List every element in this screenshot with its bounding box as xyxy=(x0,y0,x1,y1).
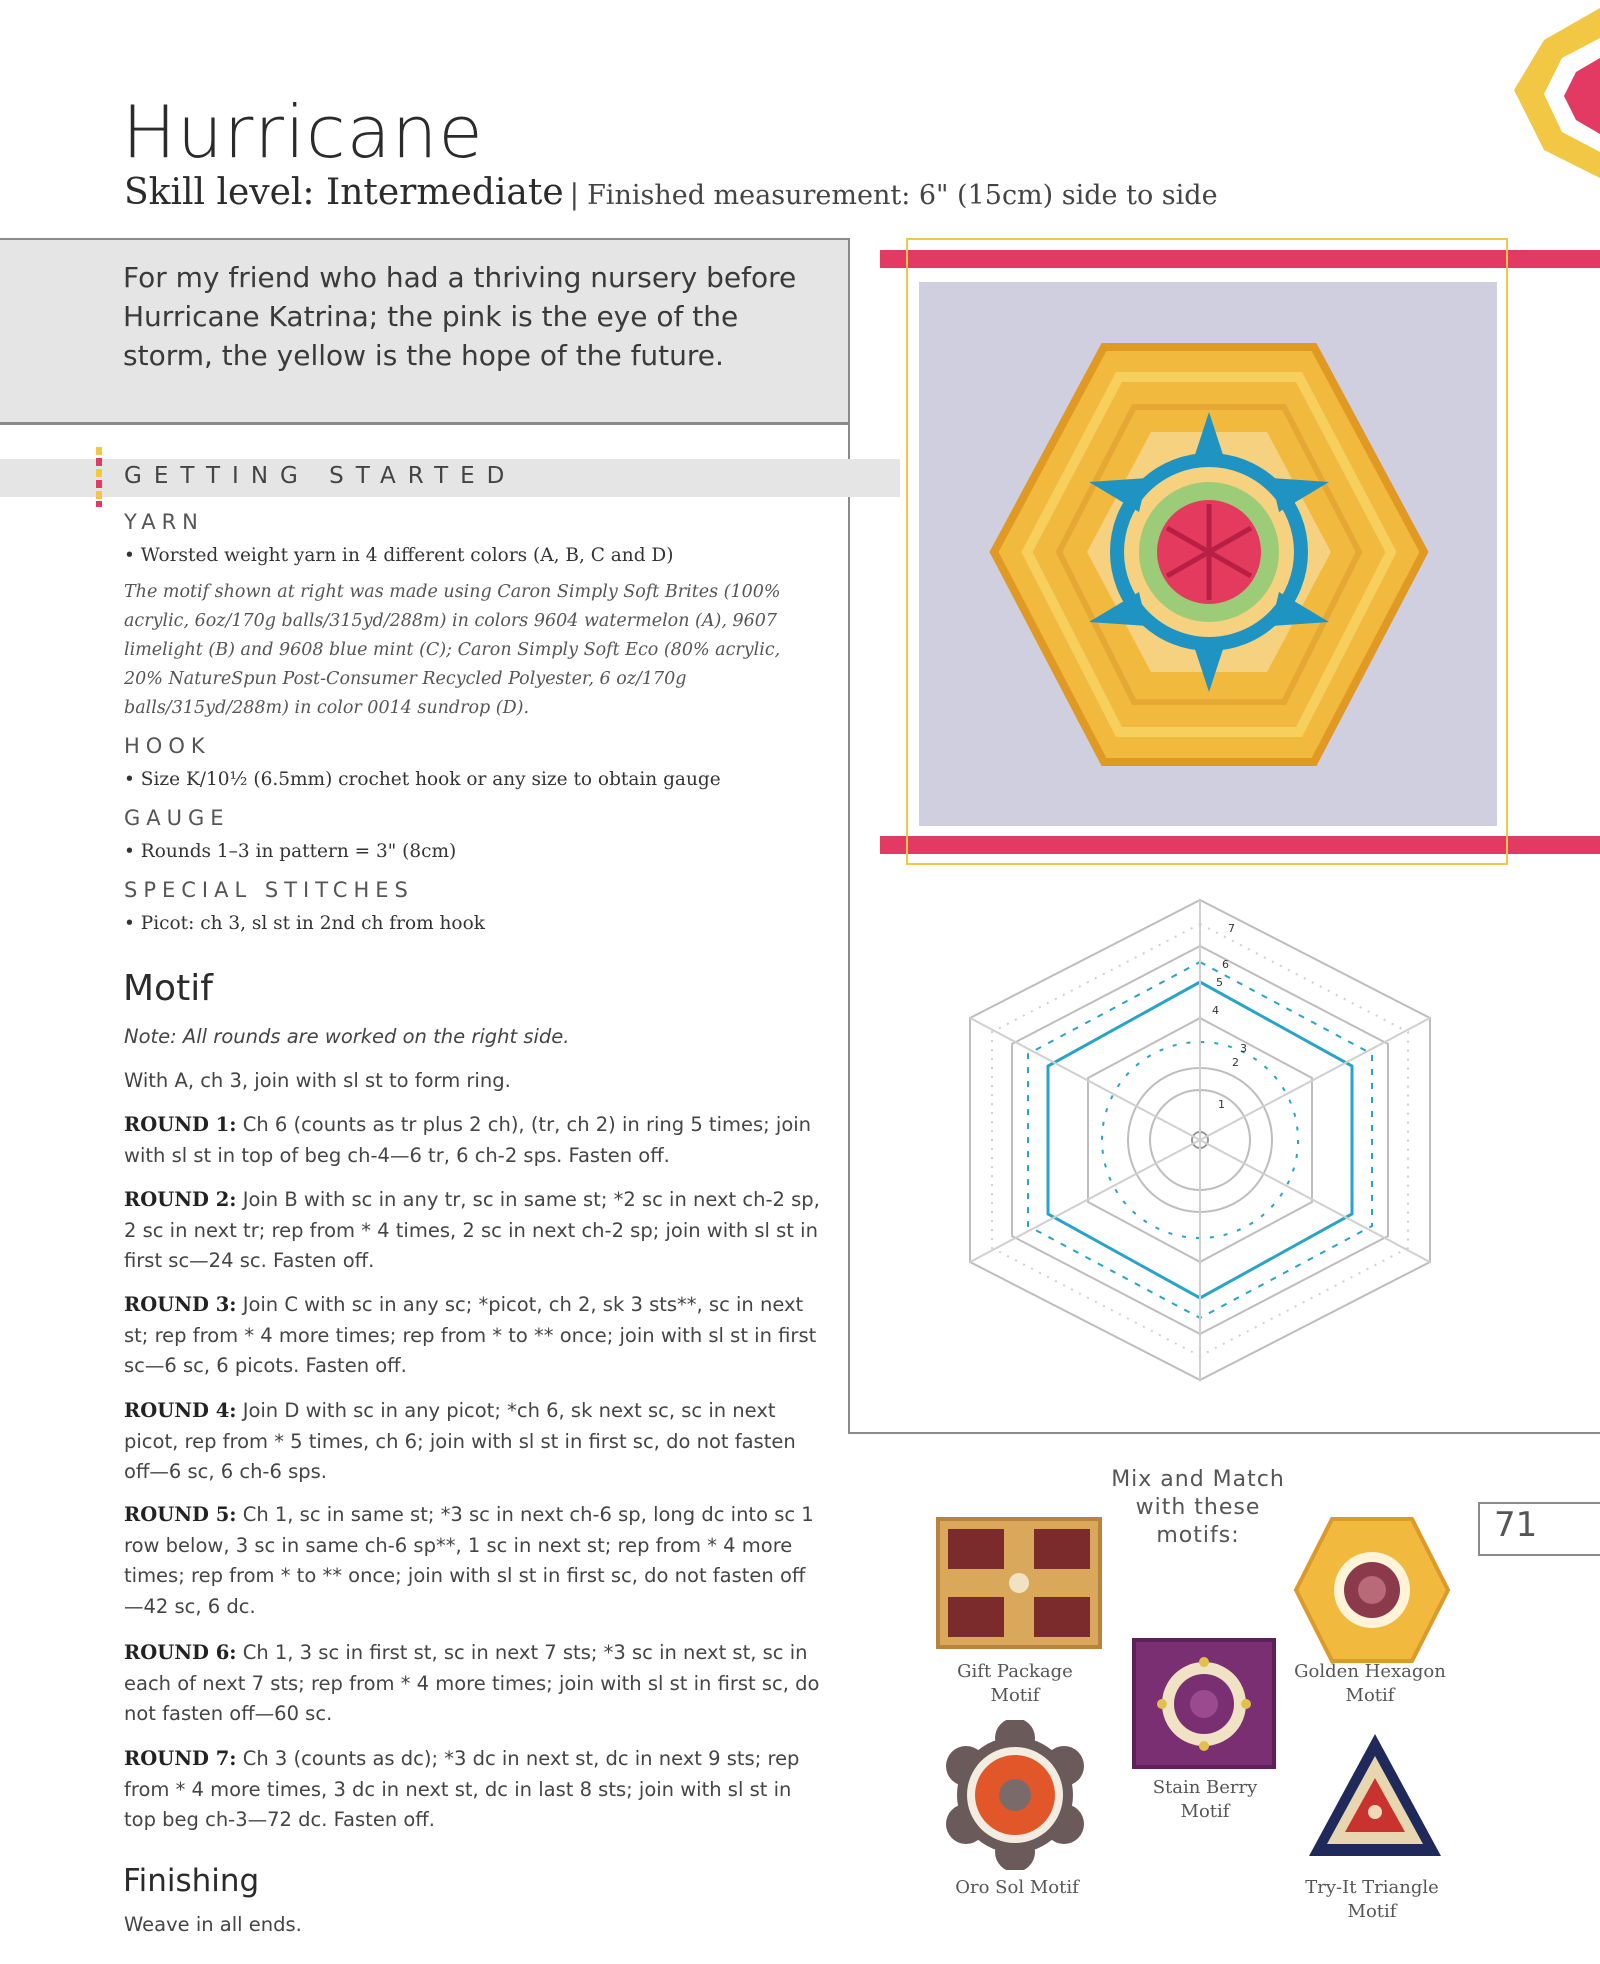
round-6: ROUND 6: Ch 1, 3 sc in first st, sc in next 7 sts; *3 sc in next st, sc in each of next 7 sts; rep from * 4 more times; join with sl st in first sc, do not fasten off—60 sc. xyxy=(124,1641,820,1725)
round-5: ROUND 5: Ch 1, sc in same st; *3 sc in next ch-6 sp, long dc into sc 1 row below, 3 sc in same ch-6 sp**, 1 sc in next st; rep from * 4 more times; rep from * to ** once; join with sl st in first sc, do not fasten off—42 sc, 6 dc. xyxy=(124,1503,814,1618)
round-1: ROUND 1: Ch 6 (counts as tr plus 2 ch), (tr, ch 2) in ring 5 times; join with sl st in top of beg ch-4—6 tr, 6 ch-2 sps. Fasten off. xyxy=(124,1113,812,1167)
mix-match-title: Mix and Match with these motifs: xyxy=(1111,1467,1285,1548)
hook-bullet: • Size K/10½ (6.5mm) crochet hook or any size to obtain gauge xyxy=(124,769,721,790)
round-number-2: 2 xyxy=(1232,1056,1239,1069)
photo-frame xyxy=(906,238,1508,865)
subtitle xyxy=(124,172,1218,213)
finished-measurement: Finished measurement: 6" (15cm) side to side xyxy=(587,180,1218,211)
try-it-triangle-motif-image xyxy=(1305,1730,1445,1860)
oro-sol-label: Oro Sol Motif xyxy=(955,1877,1079,1898)
gauge-bullet: • Rounds 1–3 in pattern = 3" (8cm) xyxy=(124,841,457,862)
round-2: ROUND 2: Join B with sc in any tr, sc in same st; *2 sc in next ch-2 sp, 2 sc in next tr; rep from * 4 times, 2 sc in next ch-2 sp; join with sl st in first sc—24 sc. Fasten off. xyxy=(124,1188,820,1272)
round-number-3: 3 xyxy=(1240,1042,1247,1055)
motif-heading: Motif xyxy=(123,968,213,1009)
special-stitches-heading: SPECIAL STITCHES xyxy=(124,878,414,902)
yarn-note: The motif shown at right was made using Caron Simply Soft Brites (100% acrylic, 6oz/170g balls/315yd/288m) in colors 9604 watermelon (A), 9607 limelight (B) and 9608 blue mint (C); Caron Simply Soft Eco (80% acrylic, 20% NatureSpun Post-Consumer Recycled Polyester, 6 oz/170g balls/315yd/288m) in color 0014 sundrop (D). xyxy=(124,582,781,718)
getting-started-heading: GETTING STARTED xyxy=(124,463,517,489)
round-number-1: 1 xyxy=(1218,1098,1225,1111)
golden-hexagon-motif-image xyxy=(1292,1515,1452,1665)
stain-berry-label: Stain Berry Motif xyxy=(1152,1777,1258,1822)
round-number-5: 5 xyxy=(1216,976,1223,989)
yarn-heading: YARN xyxy=(124,510,204,534)
finishing-heading: Finishing xyxy=(123,1863,260,1899)
finishing-text: Weave in all ends. xyxy=(124,1913,302,1936)
frame-divider-vertical xyxy=(848,422,850,1434)
golden-hexagon-label: Golden Hexagon Motif xyxy=(1294,1661,1446,1706)
frame-divider-horizontal xyxy=(848,1432,1600,1434)
gift-package-label: Gift Package Motif xyxy=(957,1661,1073,1706)
oro-sol-motif-image xyxy=(940,1720,1090,1870)
motif-start: With A, ch 3, join with sl st to form ring. xyxy=(124,1069,511,1092)
intro-text: For my friend who had a thriving nursery before Hurricane Katrina; the pink is the eye of the storm, the yellow is the hope of the future. xyxy=(123,261,797,372)
stitch-chart-diagram xyxy=(960,890,1440,1390)
gift-package-motif-image xyxy=(934,1515,1104,1651)
gauge-heading: GAUGE xyxy=(124,806,230,830)
round-7: ROUND 7: Ch 3 (counts as dc); *3 dc in next st, dc in next 9 sts; rep from * 4 more times, 3 dc in next st, dc in last 8 sts; join with sl st in top beg ch-3—72 dc. Fasten off. xyxy=(124,1747,800,1831)
page-title: Hurricane xyxy=(122,90,484,174)
section-marker-icon xyxy=(96,447,102,507)
round-number-4: 4 xyxy=(1212,1004,1219,1017)
round-3: ROUND 3: Join C with sc in any sc; *picot, ch 2, sk 3 sts**, sc in next st; rep from * 4 more times; rep from * to ** once; join with sl st in first sc—6 sc, 6 picots. Fasten off. xyxy=(124,1293,817,1377)
hook-heading: HOOK xyxy=(124,734,211,758)
subtitle-separator: | xyxy=(569,178,580,211)
page-number: 71 xyxy=(1494,1505,1538,1545)
round-4: ROUND 4: Join D with sc in any picot; *ch 6, sk next sc, sc in next picot, rep from * 5 times, ch 6; join with sl st in first sc, do not fasten off—6 sc, 6 ch-6 sps. xyxy=(124,1399,796,1483)
motif-note: Note: All rounds are worked on the right side. xyxy=(124,1025,570,1048)
hexagon-logo-icon xyxy=(1500,0,1600,190)
special-stitches-bullet: • Picot: ch 3, sl st in 2nd ch from hook xyxy=(124,913,485,934)
round-number-7: 7 xyxy=(1228,922,1235,935)
skill-level: Skill level: Intermediate xyxy=(124,172,564,213)
round-number-6: 6 xyxy=(1222,958,1229,971)
yarn-bullet: • Worsted weight yarn in 4 different colors (A, B, C and D) xyxy=(124,545,674,566)
try-it-triangle-label: Try-It Triangle Motif xyxy=(1305,1877,1439,1922)
stain-berry-motif-image xyxy=(1130,1636,1278,1771)
